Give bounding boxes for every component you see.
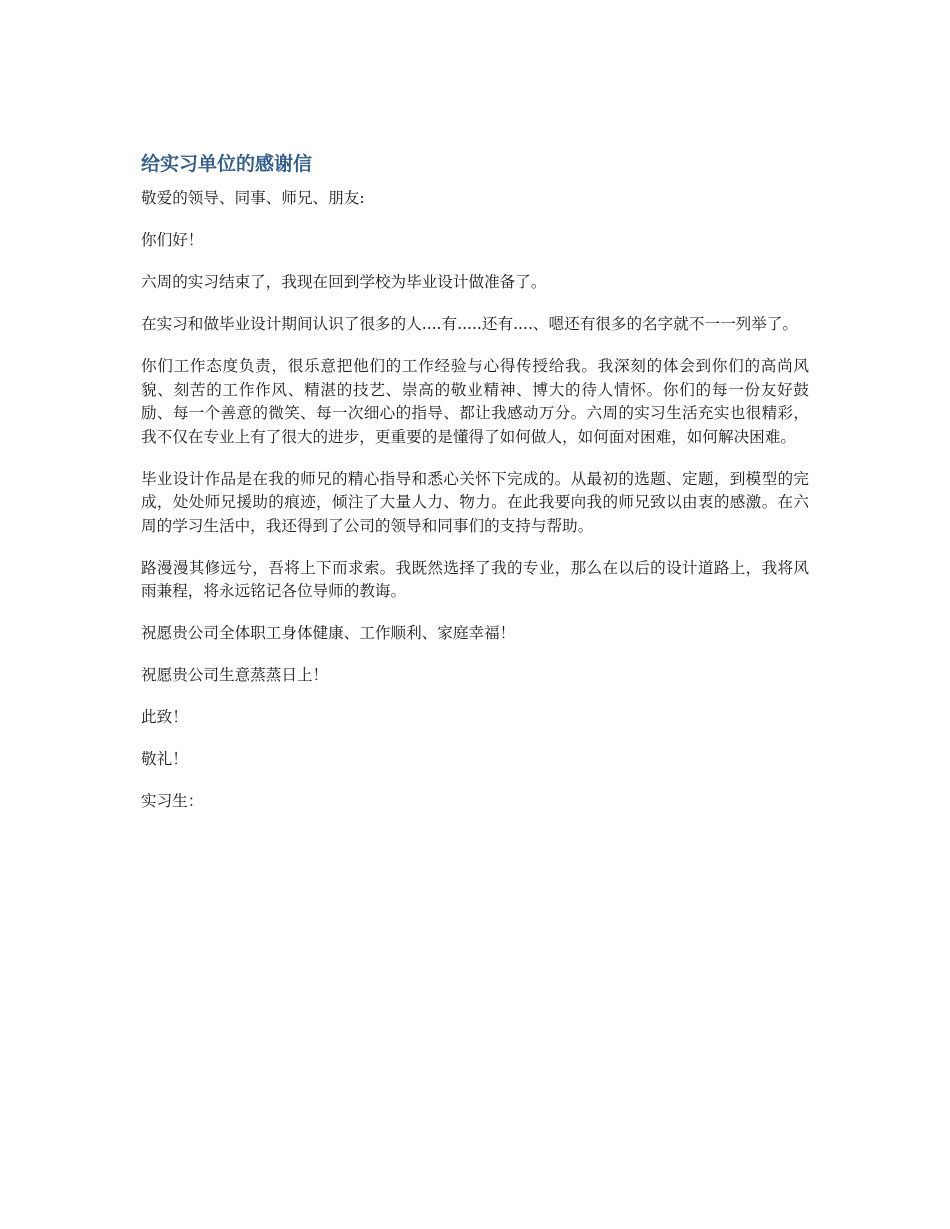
- signature-line: 实习生：: [141, 792, 204, 810]
- letter-title: 给实习单位的感谢信: [141, 153, 313, 175]
- closing-salute: 敬礼！: [141, 750, 188, 768]
- wish-paragraph: 祝愿贵公司生意蒸蒸日上！: [141, 666, 329, 684]
- wish-paragraph: 祝愿贵公司全体职工身体健康、工作顺利、家庭幸福！: [141, 624, 516, 642]
- salutation: 敬爱的领导、同事、师兄、朋友:: [141, 189, 365, 207]
- body-paragraph: 路漫漫其修远兮，吾将上下而求索。我既然选择了我的专业，那么在以后的设计道路上，我将风雨兼程，将永远铭记各位导师的教诲。: [141, 558, 809, 600]
- body-paragraph: 毕业设计作品是在我的师兄的精心指导和悉心关怀下完成的。从最初的选题、定题，到模型的完成，处处师兄援助的痕迹，倾注了大量人力、物力。在此我要向我的师兄致以由衷的感激。在六周的学习生活中，我还得到了公司的领导和同事们的支持与帮助。: [141, 469, 809, 535]
- body-paragraph: 你们工作态度负责，很乐意把他们的工作经验与心得传授给我。我深刻的体会到你们的高尚风貌、刻苦的工作作风、精湛的技艺、崇高的敬业精神、博大的待人情怀。你们的每一份友好鼓励、每一个善意的微笑、每一次细心的指导、都让我感动万分。六周的实习生活充实也很精彩，我不仅在专业上有了很大的进步，更重要的是懂得了如何做人，如何面对困难，如何解决困难。: [141, 357, 809, 446]
- closing-phrase: 此致！: [141, 708, 188, 726]
- greeting: 你们好！: [141, 231, 204, 249]
- letter-page: [141, 149, 809, 832]
- body-paragraph: 在实习和做毕业设计期间认识了很多的人....有.....还有....、嗯还有很多的名字就不一一列举了。: [141, 315, 799, 333]
- body-paragraph: 六周的实习结束了，我现在回到学校为毕业设计做准备了。: [141, 273, 547, 291]
